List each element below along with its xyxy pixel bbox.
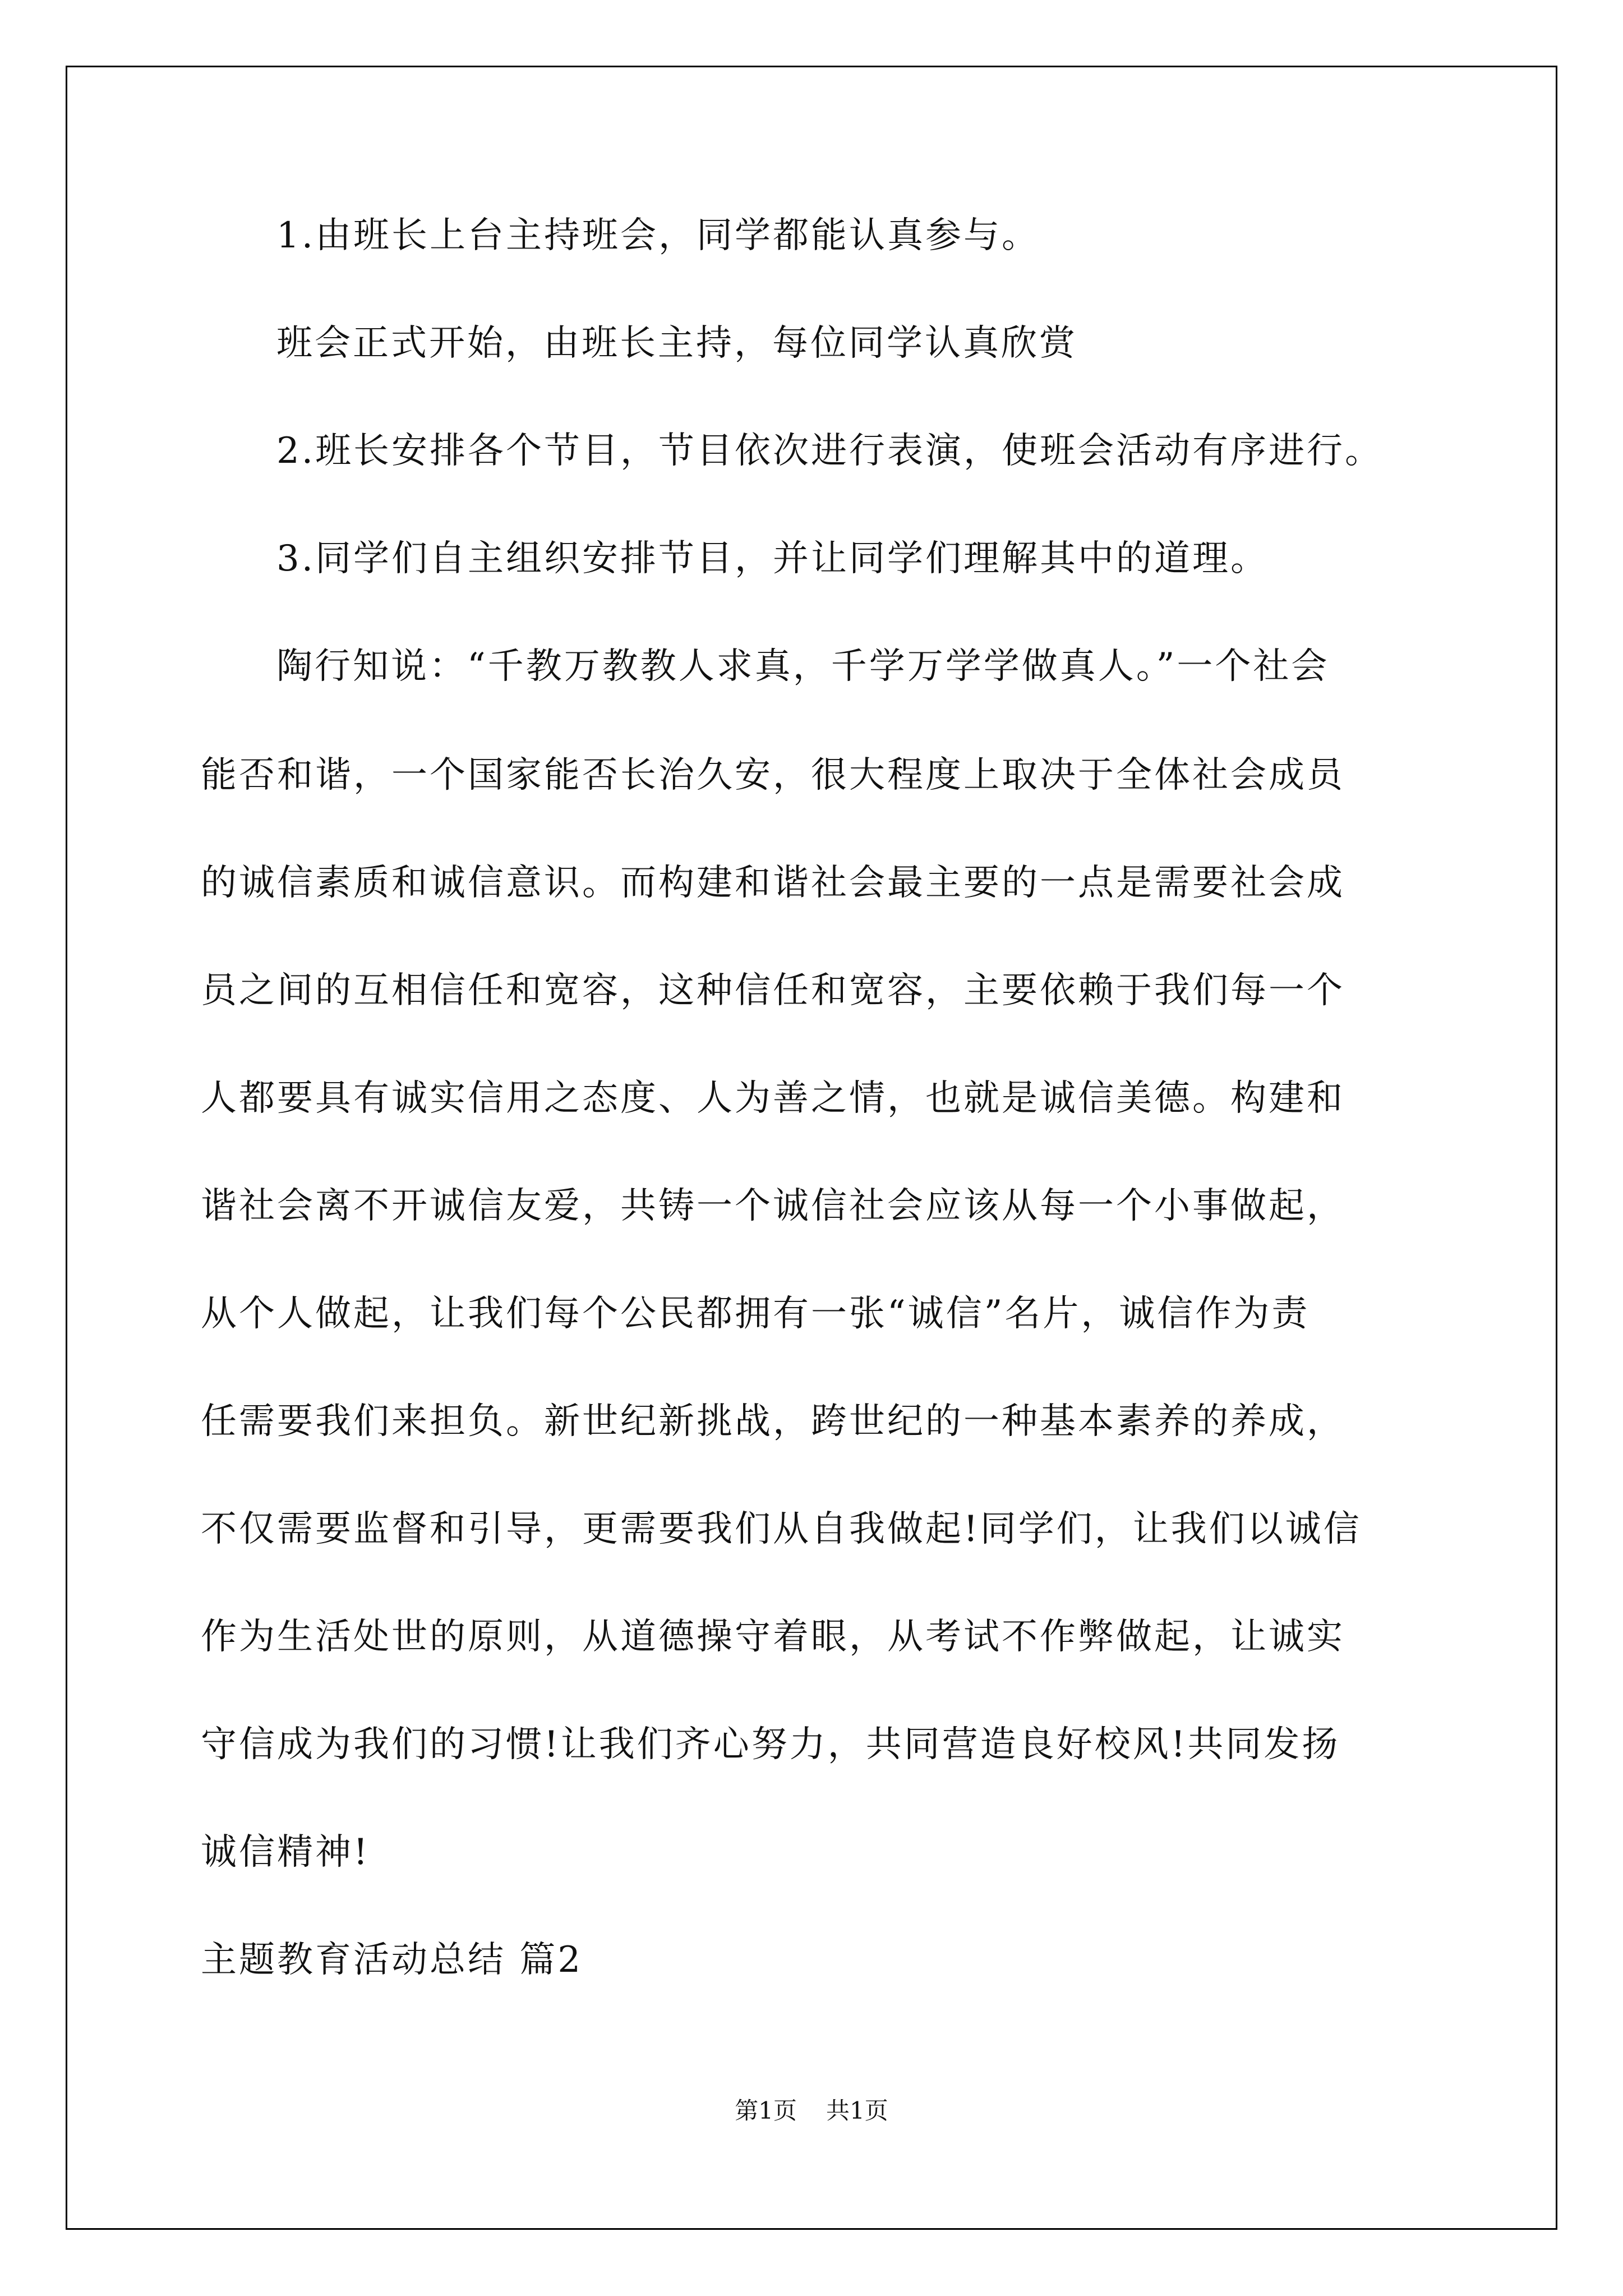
paragraph-line: 2.班长安排各个节目，节目依次进行表演，使班会活动有序进行。 <box>276 430 1384 472</box>
paragraph-line: 作为生活处世的原则，从道德操守着眼，从考试不作弊做起，让诚实 <box>201 1616 1345 1658</box>
page-footer <box>0 2097 1623 2125</box>
paragraph-line: 不仅需要监督和引导，更需要我们从自我做起!同学们，让我们以诚信 <box>201 1508 1362 1550</box>
page-total: 共1页 <box>826 2097 888 2124</box>
paragraph-line: 诚信精神! <box>201 1832 370 1873</box>
page-border <box>66 66 1557 2230</box>
paragraph-line: 班会正式开始，由班长主持，每位同学认真欣赏 <box>276 323 1077 364</box>
paragraph-line: 守信成为我们的习惯!让我们齐心努力，共同营造良好校风!共同发扬 <box>201 1724 1340 1765</box>
paragraph-line: 谐社会离不开诚信友爱，共铸一个诚信社会应该从每一个小事做起， <box>201 1185 1345 1227</box>
paragraph-line: 从个人做起，让我们每个公民都拥有一张“诚信”名片，诚信作为责 <box>201 1293 1310 1335</box>
page-number: 第1页 <box>735 2097 797 2124</box>
paragraph-line: 任需要我们来担负。新世纪新挑战，跨世纪的一种基本素养的养成， <box>201 1401 1345 1442</box>
paragraph-line: 能否和谐，一个国家能否长治久安，很大程度上取决于全体社会成员 <box>201 754 1345 796</box>
paragraph-line: 员之间的互相信任和宽容，这种信任和宽容，主要依赖于我们每一个 <box>201 970 1345 1011</box>
paragraph-line: 陶行知说：“千教万教教人求真，千学万学学做真人。”一个社会 <box>276 646 1330 687</box>
paragraph-line: 1.由班长上台主持班会，同学都能认真参与。 <box>276 215 1040 256</box>
section-heading: 主题教育活动总结 篇2 <box>201 1939 583 1981</box>
paragraph-line: 人都要具有诚实信用之态度、人为善之情，也就是诚信美德。构建和 <box>201 1078 1345 1119</box>
paragraph-line: 3.同学们自主组织安排节目，并让同学们理解其中的道理。 <box>276 538 1269 579</box>
paragraph-line: 的诚信素质和诚信意识。而构建和谐社会最主要的一点是需要社会成 <box>201 862 1345 904</box>
